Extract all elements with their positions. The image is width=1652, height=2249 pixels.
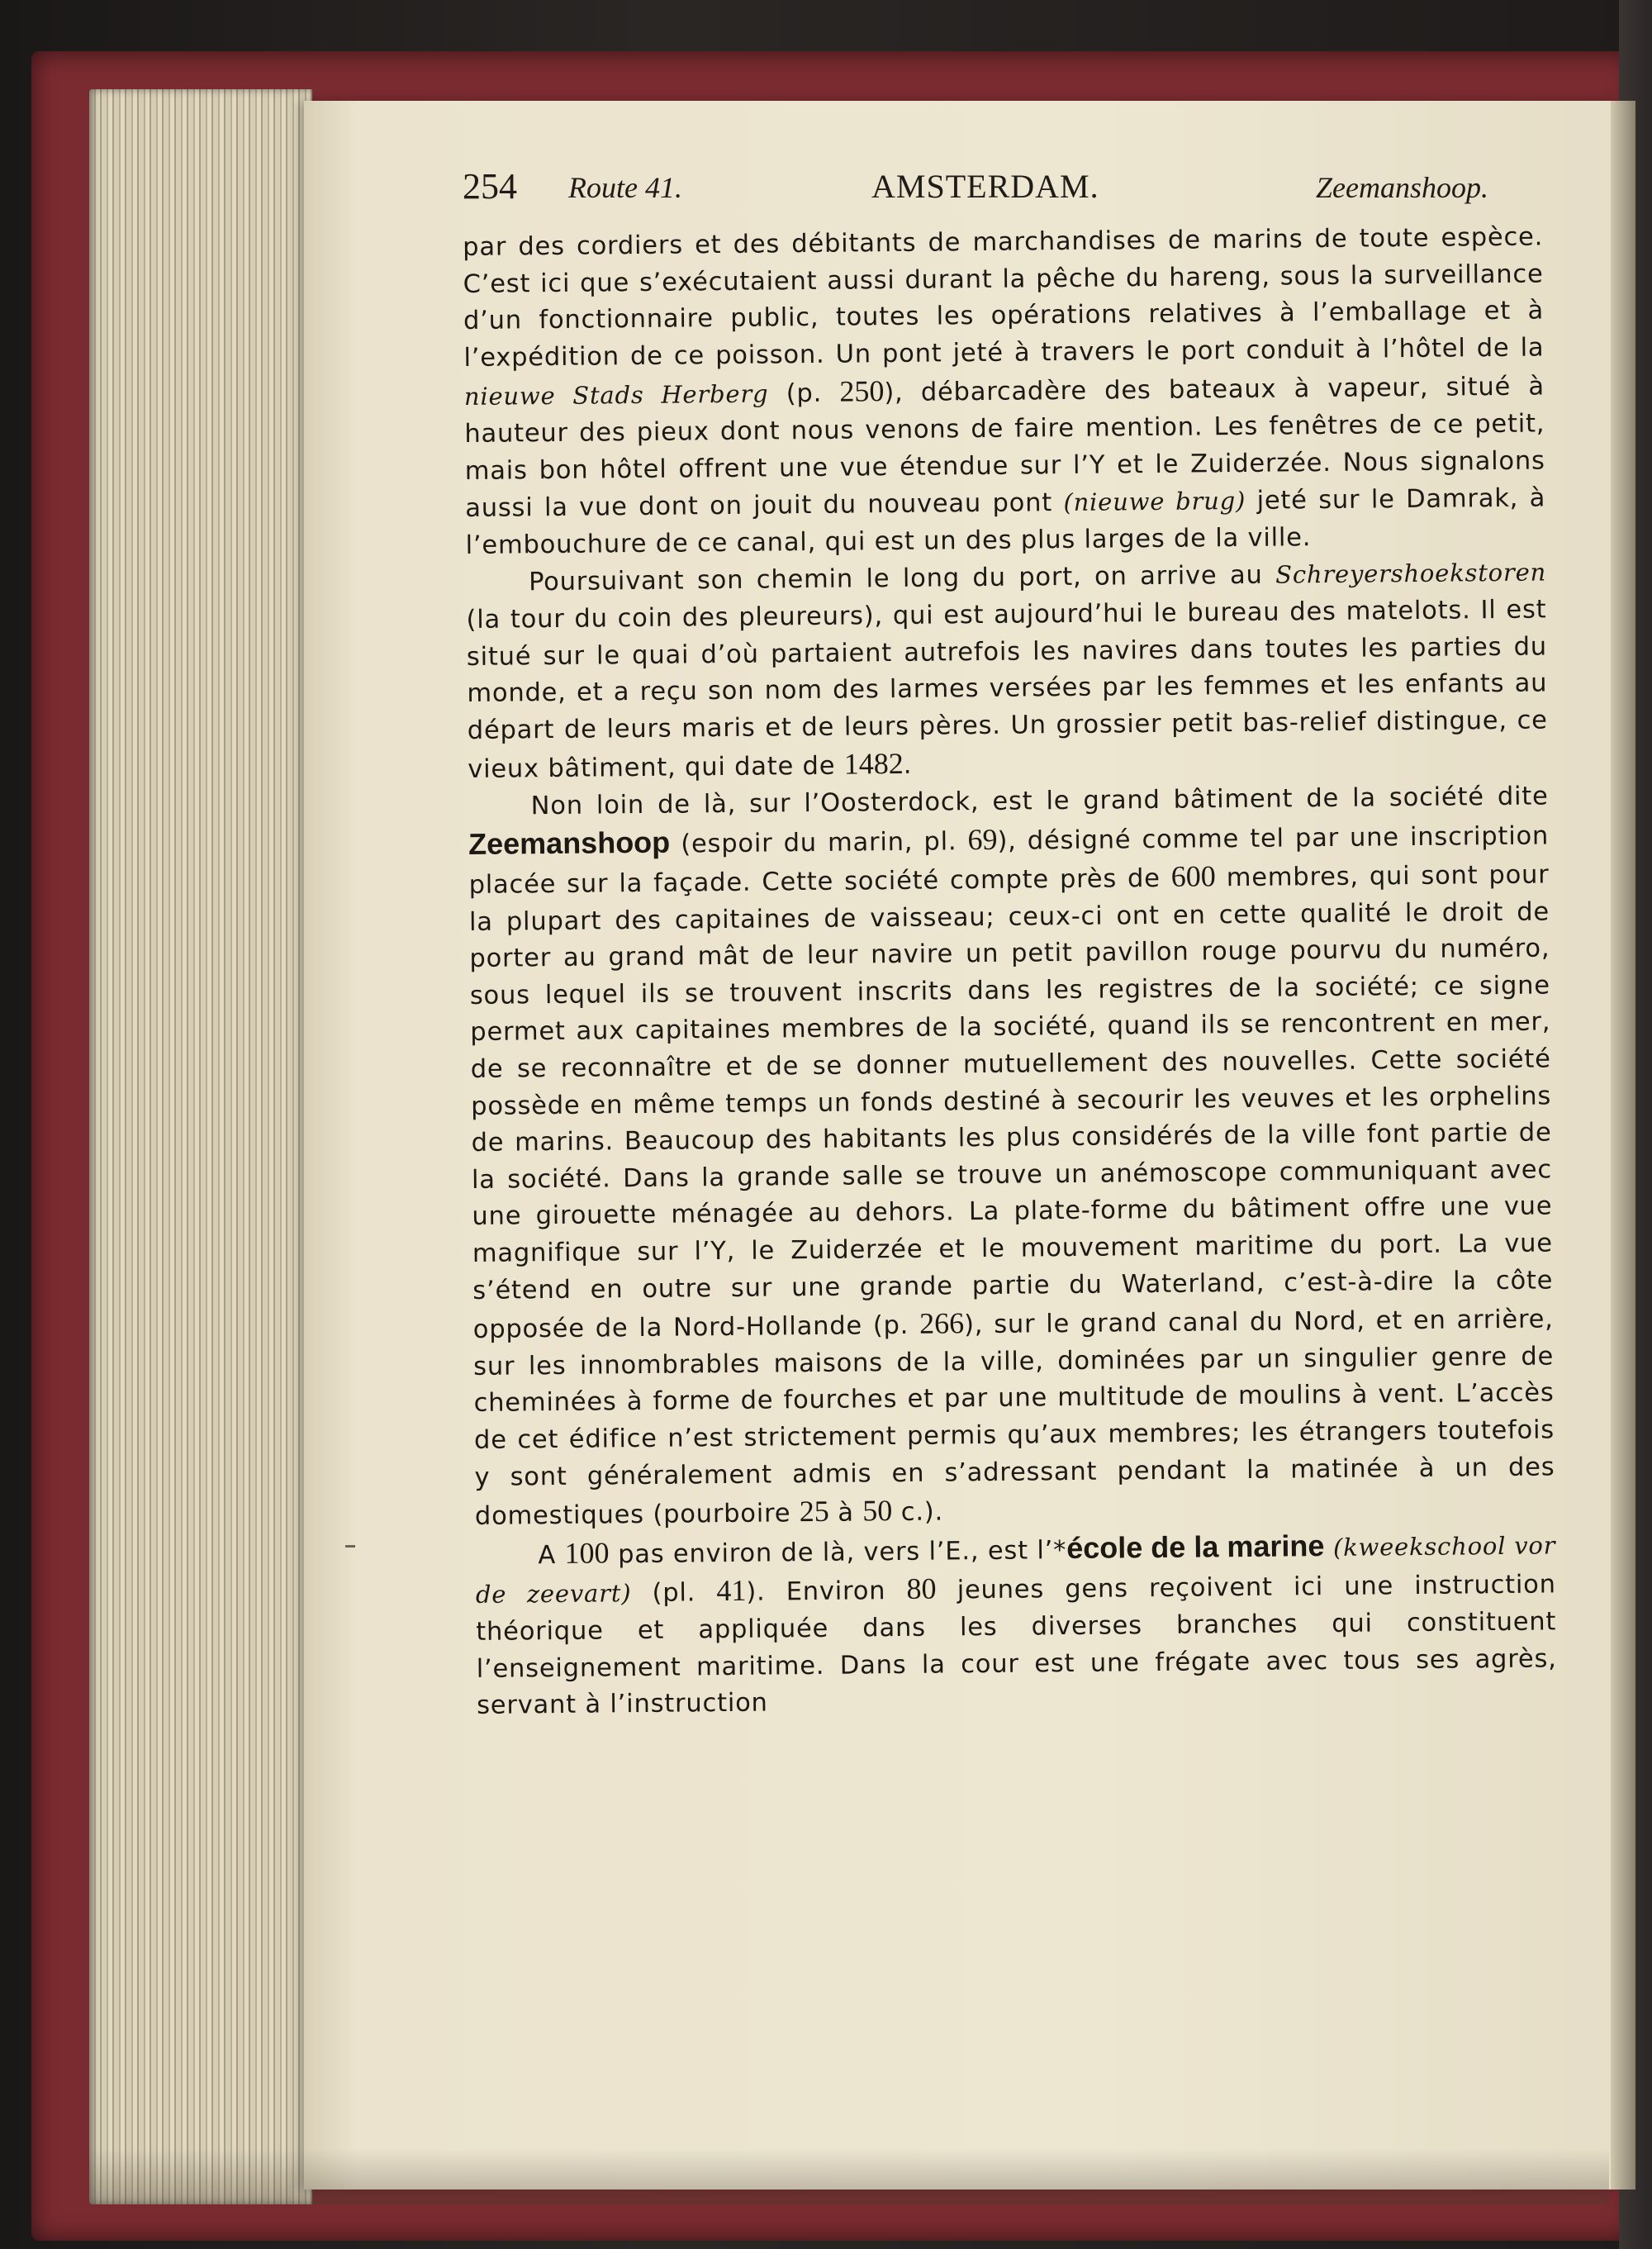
running-head <box>463 165 1488 212</box>
margin-mark <box>345 1545 355 1548</box>
paragraph-3: Non loin de là, sur l’Oosterdock, est le grand bâtiment de la société dite Zeemanshoop (espoir du marin, pl. 69), désigné comme tel par une inscription placée sur la façade. Cette société compte près de 600 membres, qui sont pour la plupart des capitaines de vaisseau; ceux-ci ont en cette qualité le droit de porter au grand mât de leur navire un petit pavillon rouge pourvu du numéro, sous lequel ils se trouvent inscrits dans les registres de la société; ce signe permet aux capitaines membres de la société, quand ils se rencontrent en mer, de se reconnaître et de se donner mutuellement des nouvelles. Cette société possède en même temps un fonds destiné à secourir les veuves et les orphelins de marins. Beaucoup des habitants les plus considérés de la ville font partie de la société. Dans la grande salle se trouve un anémoscope communiquant avec une girouette ménagée au dehors. La plate-forme du bâtiment offre une vue magnifique sur l’Y, le Zuiderzée et le mouvement maritime du port. La vue s’étend en outre sur une grande partie du Waterland, c’est-à-dire la côte opposée de la Nord-Hollande (p. 266), sur le grand canal du Nord, et en arrière, sur les innombrables maisons de la ville, dominées par un singulier genre de cheminées à forme de fourches et par une multitude de moulins à vent. L’accès de cet édifice n’est strictement permis qu’aux membres; les étrangers toutefois y sont généralement admis en s’adressant pendant la matinée à un des domestiques (pourboire 25 à 50 c.). <box>468 782 1555 1532</box>
page-number: 254 <box>463 166 517 207</box>
page-gutter <box>1611 101 1635 2190</box>
page-edges <box>89 89 312 2204</box>
paragraph-1: par des cordiers et des débitants de marchandises de marins de toute espèce. C’est ici que s’exécutaient aussi durant la pêche du hareng, sous la surveillance d’un fonctionnaire public, toutes les opérations relatives à l’emballage et à l’expédition de ce poisson. Un pont jeté à travers le port conduit à l’hôtel de la nieuwe Stads Herberg (p. 250), débarcadère des bateaux à vapeur, situé à hauteur des pieux dont nous venons de faire mention. Les fenêtres de ce petit, mais bon hôtel offrent une vue étendue sur l’Y et le Zuiderzée. Nous signalons aussi la vue dont on jouit du nouveau pont (nieuwe brug) jeté sur le Damrak, à l’embouchure de ce canal, qui est un des plus larges de la ville. <box>463 222 1546 560</box>
paragraph-4: A 100 pas environ de là, vers l’E., est l’*école de la marine (kweekschool vor de zeevart) (pl. 41). Environ 80 jeunes gens reçoivent ici une instruction théorique et appliquée dans les diverses branches qui constituent l’enseignement maritime. Dans la cour est une frégate avec tous ses agrès, servant à l’instruction <box>475 1528 1557 1721</box>
topic-label: Zeemanshoop. <box>1316 171 1488 204</box>
body-text <box>463 219 1557 1724</box>
page-shadow <box>89 2148 1609 2204</box>
paragraph-2: Poursuivant son chemin le long du port, on arrive au Schreyershoekstoren (la tour du coin des pleureurs), qui est aujourd’hui le bureau des matelots. Il est situé sur le quai d’où partaient autrefois les navires dans toutes les parties du monde, et a reçu son nom des larmes versées par les femmes et les enfants au départ de leurs maris et de leurs pères. Un grossier petit bas-relief distingue, ce vieux bâtiment, qui date de 1482. <box>466 558 1548 785</box>
city-title: AMSTERDAM. <box>871 168 1099 205</box>
route-label: Route 41. <box>568 171 682 204</box>
